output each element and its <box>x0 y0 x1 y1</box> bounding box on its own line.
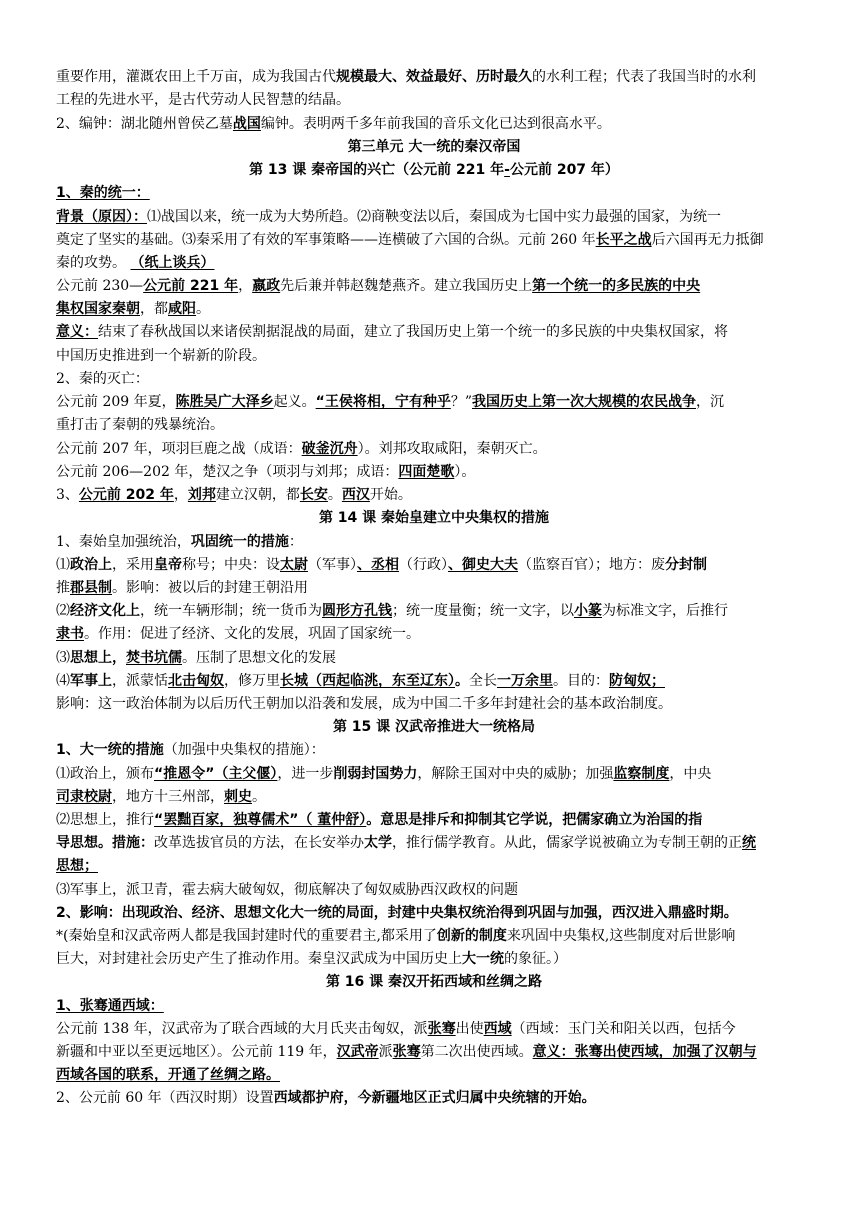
lesson-heading <box>0 159 868 181</box>
text-run: 开始。 <box>369 487 412 503</box>
emphasis-text: 1、张骞通西域： <box>56 998 164 1014</box>
text-run: （行政） <box>399 557 448 573</box>
text-run: 奠定了坚实的基础。⑶秦采用了有效的军事策略——连横破了六国的合纵。元前 260 年 <box>56 232 596 248</box>
text-run: 的水利工程；代表了我国当时的水利 <box>532 69 756 85</box>
text-line <box>56 206 816 228</box>
emphasis-text: 西域各国的联系，开通了丝绸之路。 <box>56 1067 280 1083</box>
text-line <box>56 229 816 251</box>
emphasis-text: 监察制度 <box>613 766 670 782</box>
text-line <box>56 298 816 320</box>
bold-text: 规模最大、效益最好、历时最久 <box>336 69 532 85</box>
text-line <box>56 321 816 343</box>
text-line <box>56 948 816 970</box>
section-heading <box>56 368 816 390</box>
emphasis-run <box>316 394 451 410</box>
bold-text: 太学 <box>364 835 392 851</box>
text-run: 第二次出使西域。 <box>420 1044 533 1060</box>
text-run: ）。 <box>454 464 476 480</box>
text-run: 先后兼并韩赵魏楚燕齐。建立我国历史上 <box>280 278 533 294</box>
text-run: ， <box>173 487 188 503</box>
text-run: 。作用：促进了经济、文化的发展，巩固了国家统一。 <box>84 626 420 642</box>
bold-text: 。意思是排斥和抑制其它学说，把儒家确立为治国的指 <box>366 812 703 828</box>
text-run: 2、公元前 60 年（西汉时期）设置 <box>56 1090 274 1106</box>
emphasis-run <box>533 1044 757 1060</box>
text-run: 改革选拔官员的方法，在长安举办 <box>154 835 364 851</box>
emphasis-text: 西域 <box>483 1021 512 1037</box>
text-line <box>56 1087 816 1109</box>
emphasis-run <box>742 835 756 851</box>
emphasis-run <box>448 557 518 573</box>
emphasis-text: 长平之战 <box>595 232 652 248</box>
text-run: ⑵ <box>56 603 70 619</box>
emphasis-text: 太尉 <box>280 557 308 573</box>
text-line <box>56 391 816 413</box>
text-run: 1、秦始皇加强统治， <box>56 534 191 550</box>
text-run: ）。刘邦攻取咸阳，秦朝灭亡。 <box>357 441 547 457</box>
text-run: ，推行儒学教育。从此，儒家学说被确立为专制王朝的正 <box>392 835 742 851</box>
emphasis-run <box>393 1044 421 1060</box>
text-run: 编钟。表明两千多年前我国的音乐文化已达到很高水平。 <box>260 116 611 132</box>
emphasis-run <box>322 603 392 619</box>
text-run: 。 <box>252 789 266 805</box>
bold-text: ，今新疆地区正式归属中央统辖的开始。 <box>343 1090 596 1106</box>
text-line <box>56 1064 816 1086</box>
bold-text: 削弱封国势力 <box>333 766 418 782</box>
emphasis-text: - <box>504 162 510 178</box>
text-line <box>56 1018 816 1040</box>
emphasis-text: 司隶校尉 <box>56 789 112 805</box>
emphasis-text: 刺史 <box>224 789 252 805</box>
emphasis-run <box>596 232 652 248</box>
text-line <box>56 577 816 599</box>
emphasis-text: 张骞 <box>427 1021 456 1037</box>
text-run: 。 <box>327 487 342 503</box>
text-line <box>56 832 816 854</box>
emphasis-text: 一万余里 <box>497 673 553 689</box>
emphasis-run <box>613 766 669 782</box>
emphasis-run <box>252 278 280 294</box>
emphasis-run <box>56 301 140 317</box>
bold-text: 第 13 课 秦帝国的兴亡（公元前 221 年 <box>249 162 505 178</box>
emphasis-text: “王侯将相，宁有种乎 <box>315 394 451 410</box>
text-run: 重要作用，灌溉农田上千万亩，成为我国古代 <box>56 69 336 85</box>
text-line <box>56 275 816 297</box>
bold-text: 公元前 207 年） <box>509 162 619 178</box>
text-run: 工程的先进水平，是古代劳动人民智慧的结晶。 <box>56 92 350 108</box>
text-run: *(秦始皇和汉武帝两人都是我国封建时代的重要君主,都采用了 <box>56 928 437 944</box>
emphasis-text: 思想； <box>56 858 98 874</box>
text-run: 重打击了秦朝的残暴统治。 <box>56 417 224 433</box>
emphasis-run <box>472 394 696 410</box>
emphasis-text: （西起临洮，东至辽东） <box>308 673 455 689</box>
text-run: （军事） <box>308 557 357 573</box>
text-run: （西域：玉门关和阳关以西，包括今 <box>511 1021 736 1037</box>
emphasis-run <box>56 998 164 1014</box>
text-run: 称号；中央：设 <box>182 557 280 573</box>
bold-text: 2、影响：出现政治、经济、思想文化大一统的局面，封建中央集权统治得到巩固与加强，西汉进入鼎盛时期。 <box>56 905 738 921</box>
text-line <box>56 113 816 135</box>
bold-text: 措施： <box>112 835 154 851</box>
emphasis-run <box>126 650 182 666</box>
bold-text: 大一统 <box>462 951 504 967</box>
emphasis-run <box>56 858 98 874</box>
emphasis-run <box>398 464 454 480</box>
text-run: ，解除王国对中央的威胁；加强 <box>417 766 614 782</box>
bold-text: 1、大一统的措施 <box>56 742 164 758</box>
text-line <box>56 925 816 947</box>
emphasis-text: 、丞相 <box>357 557 399 573</box>
text-run: 巨大，对封建社会历史产生了推动作用。秦皇汉武成为中国历史上 <box>56 951 462 967</box>
text-run: 公元前 207 年，项羽巨鹿之战（成语： <box>56 441 302 457</box>
text-run: ，采用 <box>112 557 154 573</box>
section-heading <box>56 182 816 204</box>
bold-text: 经济文化上 <box>70 603 140 619</box>
emphasis-run <box>302 441 358 457</box>
text-run: 影响：这一政治体制为以后历代王朝加以沿袭和发展，成为中国二千多年封建社会的基本政治制度。 <box>56 696 672 712</box>
emphasis-text: 统 <box>742 835 756 851</box>
emphasis-text: 、御史大夫 <box>448 557 518 573</box>
text-run: ⑶ <box>56 650 70 666</box>
emphasis-run <box>574 603 602 619</box>
emphasis-run <box>280 673 308 689</box>
unit-heading <box>0 136 868 158</box>
section-heading <box>56 995 816 1017</box>
text-run: 3、 <box>56 487 79 503</box>
text-run: ，地方十三州部， <box>112 789 224 805</box>
text-run: ⑴ <box>56 557 70 573</box>
emphasis-text: 圆形方孔钱 <box>322 603 392 619</box>
emphasis-text: 公元前 221 年 <box>143 278 239 294</box>
emphasis-run <box>300 487 328 503</box>
emphasis-text: 背景（原因）： <box>56 209 147 225</box>
bold-text: 分封制 <box>665 557 707 573</box>
text-run: 公元前 230— <box>56 278 144 294</box>
bold-text: 皇帝 <box>154 557 182 573</box>
emphasis-text: 刘邦 <box>187 487 216 503</box>
bold-text: 思想上， <box>70 650 126 666</box>
emphasis-text: 陈胜吴广大泽乡 <box>175 394 274 410</box>
emphasis-run <box>56 324 98 340</box>
text-line <box>56 252 816 274</box>
emphasis-run <box>79 487 174 503</box>
text-run: 的象征。） <box>504 951 567 967</box>
text-run: ；统一度量衡；统一文字，以 <box>392 603 574 619</box>
text-run: （加强中央集权的措施）： <box>163 742 325 758</box>
emphasis-run <box>337 1044 379 1060</box>
emphasis-text: 焚书坑儒 <box>126 650 182 666</box>
emphasis-run <box>154 812 366 828</box>
emphasis-run <box>188 487 216 503</box>
text-run: ，都 <box>140 301 168 317</box>
emphasis-text: 张骞 <box>392 1044 421 1060</box>
lesson-heading <box>0 716 868 738</box>
text-run: 出使 <box>455 1021 484 1037</box>
emphasis-run <box>428 1021 456 1037</box>
text-run: 中国历史推进到一个崭新的阶段。 <box>56 348 266 364</box>
bold-text: 巩固统一的措施 <box>190 534 289 550</box>
text-run: ， <box>238 278 253 294</box>
section-heading <box>56 531 816 553</box>
text-run: 公元前 209 年夏， <box>56 394 176 410</box>
text-line <box>56 670 816 692</box>
text-line <box>56 600 816 622</box>
emphasis-run <box>154 766 277 782</box>
bold-text: 。 <box>455 673 469 689</box>
text-run: 建立汉朝，都 <box>215 487 300 503</box>
text-line <box>56 647 816 669</box>
text-run: ⑴政治上，颁布 <box>56 766 154 782</box>
lesson-heading <box>0 971 868 993</box>
text-run: 来巩固中央集权,这些制度对后世影响 <box>506 928 736 944</box>
text-run: ⑷ <box>56 673 70 689</box>
text-run: 。 <box>196 301 210 317</box>
text-line <box>56 414 816 436</box>
text-run: 全长 <box>469 673 497 689</box>
lesson-heading <box>0 507 868 529</box>
text-line <box>56 554 816 576</box>
bold-text: 导思想。 <box>56 835 112 851</box>
text-line <box>56 786 816 808</box>
emphasis-run <box>130 255 214 271</box>
text-run: 为标准文字，后推行 <box>602 603 728 619</box>
text-run: 。目的： <box>553 673 609 689</box>
emphasis-text: 意义： <box>56 324 98 340</box>
bold-text: 第 14 课 秦始皇建立中央集权的措施 <box>318 510 550 526</box>
emphasis-run <box>609 673 665 689</box>
emphasis-text: 郡县制 <box>70 580 112 596</box>
text-run: 。影响：被以后的封建王朝沿用 <box>112 580 308 596</box>
text-run: ： <box>288 534 303 550</box>
emphasis-run <box>308 673 455 689</box>
emphasis-text: 咸阳 <box>168 301 196 317</box>
text-run: 。压制了思想文化的发展 <box>182 650 336 666</box>
emphasis-text: 四面楚歌 <box>398 464 455 480</box>
bold-text: 第三单元 大一统的秦汉帝国 <box>347 139 521 155</box>
text-line <box>56 623 816 645</box>
emphasis-run <box>224 789 252 805</box>
emphasis-run <box>168 301 196 317</box>
emphasis-text: 防匈奴； <box>609 673 665 689</box>
emphasis-text: 西汉 <box>341 487 370 503</box>
bold-text: 第 16 课 秦汉开拓西域和丝绸之路 <box>325 974 543 990</box>
text-run: （监察百官）；地方：废 <box>518 557 665 573</box>
text-run: ？” <box>450 394 472 410</box>
emphasis-run <box>484 1021 512 1037</box>
emphasis-run <box>342 487 370 503</box>
text-run: 2、秦的灭亡： <box>56 371 149 387</box>
emphasis-run <box>280 557 308 573</box>
text-run: ，统一车辆形制；统一货币为 <box>140 603 322 619</box>
bold-text: 军事上 <box>70 673 112 689</box>
text-line <box>56 345 816 367</box>
emphasis-text: 嬴政 <box>252 278 281 294</box>
text-line <box>56 879 816 901</box>
emphasis-text: 北击匈奴 <box>168 673 224 689</box>
emphasis-run <box>56 209 147 225</box>
text-run: 推 <box>56 580 70 596</box>
text-run: 2、编钟：湖北随州曾侯乙墓 <box>56 116 233 132</box>
section-heading <box>56 739 816 761</box>
emphasis-run <box>56 185 150 201</box>
text-run: 公元前 206—202 年，楚汉之争（项羽与刘邦；成语： <box>56 464 399 480</box>
emphasis-text: 破釜沉舟 <box>301 441 358 457</box>
emphasis-text: 1、秦的统一： <box>56 185 150 201</box>
text-line <box>56 693 816 715</box>
emphasis-text: 长安 <box>299 487 328 503</box>
text-line <box>56 1041 816 1063</box>
emphasis-run <box>233 116 261 132</box>
text-run: 秦的攻势。 <box>56 255 131 271</box>
emphasis-run <box>532 278 700 294</box>
text-run: ，修万里 <box>224 673 280 689</box>
emphasis-text: 集权国家秦朝 <box>56 301 140 317</box>
emphasis-text: 战国 <box>232 116 261 132</box>
text-line <box>56 902 816 924</box>
bold-text: 第 15 课 汉武帝推进大一统格局 <box>332 719 536 735</box>
emphasis-run <box>176 394 274 410</box>
text-run: 起义。 <box>273 394 316 410</box>
text-line <box>56 66 816 88</box>
text-run: 公元前 138 年，汉武帝为了联合西域的大月氏夹击匈奴，派 <box>56 1021 428 1037</box>
emphasis-text: （纸上谈兵） <box>130 255 215 271</box>
text-run: ，沉 <box>696 394 724 410</box>
emphasis-text: “推恩令”（主父偃） <box>154 766 278 782</box>
text-run: ⑶军事上，派卫青，霍去病大破匈奴，彻底解决了匈奴威胁西汉政权的问题 <box>56 882 518 898</box>
text-run: ⑴战国以来，统一成为大势所趋。⑵商鞅变法以后，秦国成为七国中实力最强的国家，为统一 <box>147 209 721 225</box>
emphasis-text: 小篆 <box>574 603 602 619</box>
text-run: ，进一步 <box>277 766 334 782</box>
bold-text: 创新的制度 <box>436 928 507 944</box>
emphasis-text: 意义：张骞出使西域，加强了汉朝与 <box>532 1044 757 1060</box>
text-run: 派 <box>378 1044 393 1060</box>
emphasis-run <box>56 1067 280 1083</box>
section-heading <box>56 484 816 506</box>
text-line <box>56 89 816 111</box>
emphasis-text: 长城 <box>280 673 308 689</box>
text-run: ，派蒙恬 <box>112 673 168 689</box>
bold-text: 西域都护府 <box>273 1090 344 1106</box>
emphasis-run <box>497 673 553 689</box>
text-line <box>56 809 816 831</box>
emphasis-run <box>70 580 112 596</box>
emphasis-run <box>56 789 112 805</box>
bold-text: 政治上 <box>70 557 112 573</box>
emphasis-run <box>357 557 399 573</box>
emphasis-run <box>56 626 84 642</box>
text-run: 结束了春秋战国以来诸侯割据混战的局面，建立了我国历史上第一个统一的多民族的中央集权国家，将 <box>98 324 728 340</box>
text-run: 后六国再无力抵御 <box>651 232 764 248</box>
emphasis-text: 我国历史上第一次大规模的农民战争 <box>472 394 696 410</box>
emphasis-run <box>168 673 224 689</box>
emphasis-text: 第一个统一的多民族的中央 <box>532 278 701 294</box>
text-line <box>56 438 816 460</box>
emphasis-text: “罢黜百家，独尊儒术”（ 董仲舒） <box>154 812 367 828</box>
text-run: ⑵思想上，推行 <box>56 812 154 828</box>
emphasis-text: 隶书 <box>56 626 84 642</box>
text-line <box>56 763 816 785</box>
text-run: 新疆和中亚以至更远地区）。公元前 119 年， <box>56 1044 337 1060</box>
emphasis-text: 公元前 202 年 <box>78 487 174 503</box>
emphasis-text: 汉武帝 <box>336 1044 379 1060</box>
text-run: ，中央 <box>669 766 712 782</box>
text-line <box>56 855 816 877</box>
text-line <box>56 461 816 483</box>
emphasis-run <box>143 278 238 294</box>
